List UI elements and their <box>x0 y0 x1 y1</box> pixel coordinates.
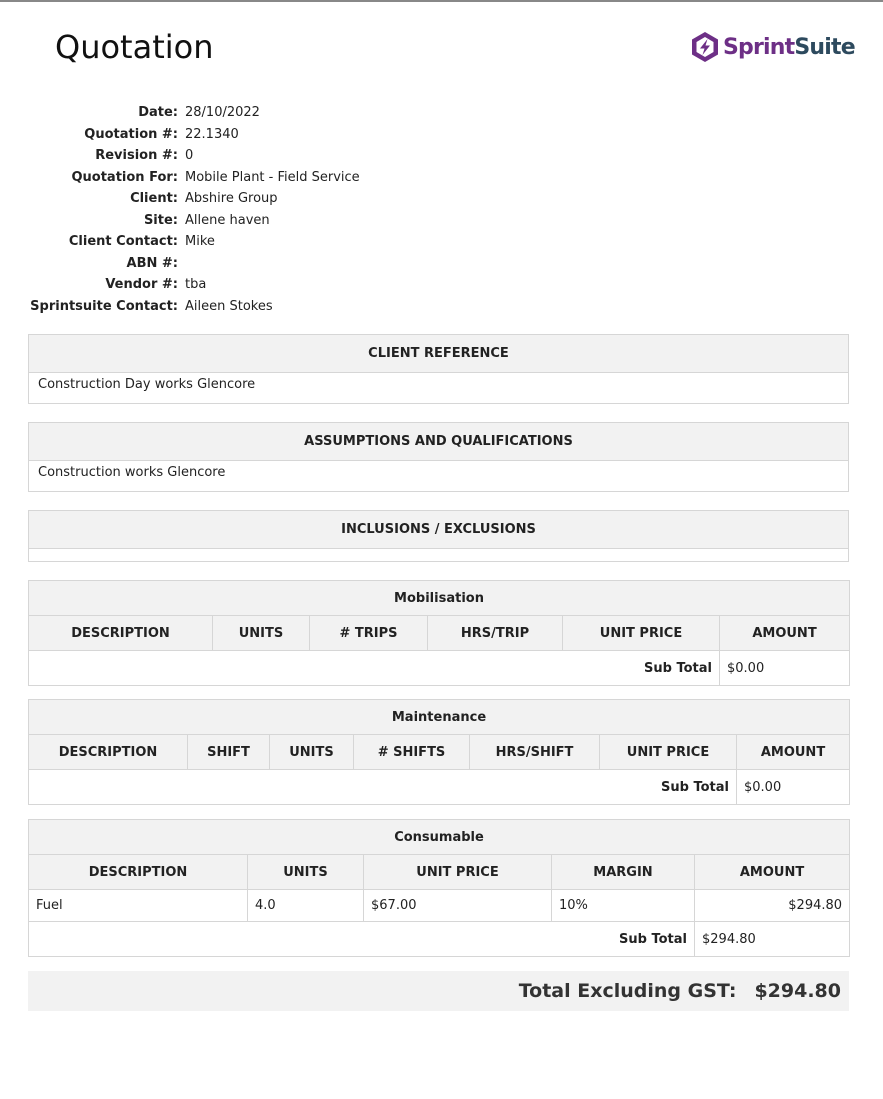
detail-value: tba <box>185 277 207 293</box>
detail-row <box>30 274 360 296</box>
column-header: UNIT PRICE <box>563 616 720 651</box>
table-title: Consumable <box>29 820 850 855</box>
cell-unit-price: $67.00 <box>364 890 552 922</box>
detail-label: Client Contact: <box>68 234 178 250</box>
subtotal-label: Sub Total <box>29 922 695 957</box>
company-logo <box>690 31 855 63</box>
detail-value: 28/10/2022 <box>185 105 260 121</box>
detail-value: Mike <box>185 234 215 250</box>
inclusions-section <box>28 510 849 562</box>
maintenance-table <box>28 699 850 805</box>
detail-value: Mobile Plant - Field Service <box>185 169 360 185</box>
detail-value <box>185 253 360 275</box>
column-header: SHIFT <box>188 735 270 770</box>
page-title: Quotation <box>55 28 214 66</box>
cell-amount: $294.80 <box>695 890 850 922</box>
subtotal-row <box>29 922 850 957</box>
column-header: AMOUNT <box>737 735 850 770</box>
subtotal-value: $0.00 <box>720 651 850 686</box>
assumptions-section <box>28 422 849 492</box>
detail-label: Date: <box>138 105 178 121</box>
detail-value: 22.1340 <box>185 126 239 142</box>
detail-value: Allene haven <box>185 212 270 228</box>
detail-row <box>30 188 360 210</box>
section-heading: CLIENT REFERENCE <box>29 335 848 373</box>
detail-row <box>30 124 360 146</box>
detail-label: Quotation For: <box>71 169 178 185</box>
detail-value: Aileen Stokes <box>185 298 273 314</box>
detail-label: Vendor #: <box>105 277 178 293</box>
detail-value: Abshire Group <box>185 191 278 207</box>
subtotal-value: $294.80 <box>695 922 850 957</box>
section-text: Construction Day works Glencore <box>38 377 256 392</box>
table-title: Mobilisation <box>29 581 850 616</box>
column-header: DESCRIPTION <box>29 735 188 770</box>
column-header: UNITS <box>213 616 310 651</box>
total-label: Total Excluding GST: <box>518 980 737 1002</box>
detail-label: Site: <box>143 212 178 228</box>
subtotal-value: $0.00 <box>737 770 850 805</box>
detail-label: Quotation #: <box>84 126 178 142</box>
detail-label: Revision #: <box>95 148 178 164</box>
column-header: UNITS <box>270 735 354 770</box>
cell-units: 4.0 <box>248 890 364 922</box>
subtotal-label: Sub Total <box>29 770 737 805</box>
client-reference-section <box>28 334 849 404</box>
detail-row <box>30 253 360 275</box>
page-top-border <box>0 0 883 2</box>
section-heading: ASSUMPTIONS AND QUALIFICATIONS <box>29 423 848 461</box>
subtotal-row <box>29 651 850 686</box>
mobilisation-table <box>28 580 850 686</box>
detail-row <box>30 231 360 253</box>
column-header: # SHIFTS <box>354 735 470 770</box>
column-header: HRS/TRIP <box>428 616 563 651</box>
column-header: MARGIN <box>552 855 695 890</box>
detail-label: Sprintsuite Contact: <box>30 298 178 314</box>
column-header: # TRIPS <box>310 616 428 651</box>
table-row <box>29 890 850 922</box>
section-text: Construction works Glencore <box>38 465 226 480</box>
cell-margin: 10% <box>552 890 695 922</box>
column-header: DESCRIPTION <box>29 855 248 890</box>
detail-row <box>30 210 360 232</box>
quotation-details <box>30 102 360 317</box>
consumable-table <box>28 819 850 957</box>
column-header: AMOUNT <box>720 616 850 651</box>
section-heading: INCLUSIONS / EXCLUSIONS <box>29 511 848 549</box>
table-title: Maintenance <box>29 700 850 735</box>
subtotal-row <box>29 770 850 805</box>
column-header: UNIT PRICE <box>364 855 552 890</box>
subtotal-label: Sub Total <box>29 651 720 686</box>
column-header: UNITS <box>248 855 364 890</box>
detail-row <box>30 102 360 124</box>
detail-row <box>30 296 360 318</box>
sprintsuite-hexagon-icon <box>690 31 720 63</box>
column-header: HRS/SHIFT <box>470 735 600 770</box>
column-header: UNIT PRICE <box>600 735 737 770</box>
detail-label: Client: <box>130 191 178 207</box>
column-header: AMOUNT <box>695 855 850 890</box>
detail-row <box>30 145 360 167</box>
total-value: $294.80 <box>754 980 841 1002</box>
detail-row <box>30 167 360 189</box>
detail-label: ABN #: <box>126 255 178 271</box>
cell-description: Fuel <box>29 890 248 922</box>
detail-value: 0 <box>185 148 194 164</box>
column-header: DESCRIPTION <box>29 616 213 651</box>
grand-total-bar <box>28 971 849 1011</box>
logo-wordmark: SprintSuite <box>723 34 855 60</box>
